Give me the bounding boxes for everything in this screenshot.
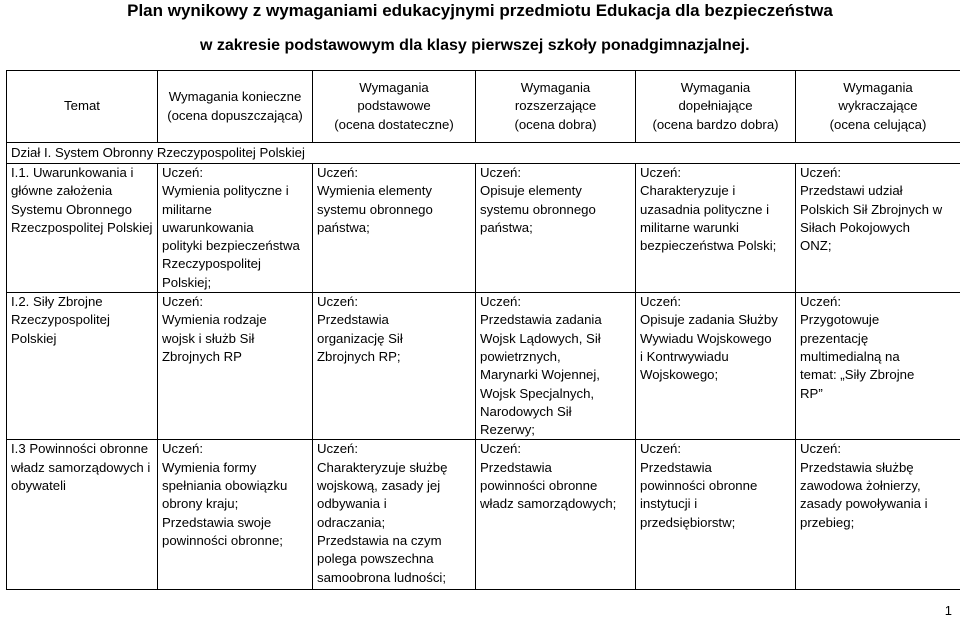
cell-line: Rezerwy;: [480, 422, 535, 438]
cell-dopelniajace: [636, 440, 796, 590]
cell-line: temat: „Siły Zbrojne: [800, 367, 915, 383]
cell-line: I.3 Powinności obronne: [11, 441, 149, 457]
cell-line: spełniania obowiązku: [162, 478, 288, 494]
document-subtitle: w zakresie podstawowym dla klasy pierwszej szkoły ponadgimnazjalnej.: [200, 37, 750, 54]
cell-line: Uczeń:: [640, 441, 682, 457]
header-dopelniajace: Wymagania dopełniające (ocena bardzo dobra): [636, 71, 796, 143]
cell-line: prezentację: [800, 330, 869, 346]
cell-line: Przygotowuje: [800, 312, 880, 328]
cell-line: powietrznych,: [480, 348, 561, 364]
cell-line: Uczeń:: [480, 165, 522, 180]
cell-line: Uczeń:: [800, 294, 842, 310]
cell-line: Uczeń:: [640, 165, 682, 180]
cell-line: Wymienia rodzaje: [162, 312, 267, 328]
header-rozszerzajace: Wymagania rozszerzające (ocena dobra): [476, 71, 636, 143]
cell-line: Polskiej: [11, 330, 57, 346]
cell-line: Przedstawia: [480, 459, 552, 475]
cell-line: państwa;: [480, 219, 533, 235]
table-row: [7, 440, 960, 590]
header-wykraczajace: Wymagania wykraczające (ocena celująca): [796, 71, 960, 143]
cell-konieczne: [158, 164, 313, 293]
cell-line: Uczeń:: [800, 441, 842, 457]
requirements-table: [6, 70, 960, 590]
cell-line: Przedstawia: [640, 459, 712, 475]
cell-line: systemu obronnego: [480, 201, 596, 217]
cell-line: Systemu Obronnego: [11, 201, 132, 217]
cell-line: Rzeczypospolitej: [162, 256, 261, 272]
header-row: [7, 71, 960, 143]
cell-dopelniajace: [636, 293, 796, 440]
cell-line: Przedstawia służbę: [800, 459, 914, 475]
cell-line: państwa;: [317, 219, 370, 235]
cell-podstawowe: [313, 293, 476, 440]
cell-line: Uczeń:: [162, 294, 204, 310]
cell-line: Zbrojnych RP: [162, 348, 242, 364]
cell-dopelniajace: [636, 164, 796, 293]
cell-line: Uczeń:: [800, 165, 842, 180]
cell-line: polityki bezpieczeństwa: [162, 238, 300, 254]
cell-line: uzasadnia polityczne i: [640, 201, 770, 217]
cell-rozszerzajace: [476, 440, 636, 590]
header-konieczne: Wymagania konieczne (ocena dopuszczająca): [158, 71, 313, 143]
cell-line: Wojsk Specjalnych,: [480, 385, 595, 401]
cell-line: Uczeń:: [317, 294, 359, 310]
cell-line: Wojskowego;: [640, 367, 719, 383]
cell-line: Narodowych Sił: [480, 403, 572, 419]
cell-line: Charakteryzuje i: [640, 183, 736, 199]
cell-line: Uczeń:: [640, 294, 682, 310]
cell-line: zawodowa żołnierzy,: [800, 478, 921, 494]
table-row: [7, 293, 960, 440]
cell-line: Przedstawi udział: [800, 183, 903, 199]
header-temat: Temat: [7, 71, 158, 143]
cell-line: Uczeń:: [317, 441, 359, 457]
cell-rozszerzajace: [476, 293, 636, 440]
cell-line: systemu obronnego: [317, 201, 433, 217]
cell-line: Charakteryzuje służbę: [317, 459, 448, 475]
cell-line: Polskich Sił Zbrojnych w: [800, 201, 943, 217]
cell-temat: [7, 293, 158, 440]
cell-line: powinności obronne: [480, 478, 598, 494]
cell-line: Uczeń:: [162, 165, 204, 180]
cell-line: Zbrojnych RP;: [317, 348, 401, 364]
cell-line: główne założenia: [11, 183, 113, 199]
table-row: [7, 164, 960, 293]
document-title: Plan wynikowy z wymaganiami edukacyjnymi przedmiotu Edukacja dla bezpieczeństwa: [127, 1, 833, 20]
cell-line: i Kontrwywiadu: [640, 348, 729, 364]
cell-line: I.1. Uwarunkowania i: [11, 165, 134, 180]
cell-line: I.2. Siły Zbrojne: [11, 294, 103, 310]
cell-line: odbywania i: [317, 496, 387, 512]
cell-temat: [7, 164, 158, 293]
cell-line: RP”: [800, 385, 823, 401]
cell-line: powinności obronne: [640, 478, 758, 494]
cell-line: Opisuje elementy: [480, 183, 582, 199]
header-podstawowe: Wymagania podstawowe (ocena dostateczne): [313, 71, 476, 143]
cell-line: instytucji i: [640, 496, 698, 512]
cell-line: wojsk i służb Sił: [162, 330, 255, 346]
section-title: Dział I. System Obronny Rzeczypospolitej Polskiej: [7, 143, 960, 164]
cell-line: władz samorządowych;: [480, 496, 617, 512]
cell-line: władz samorządowych i: [11, 459, 151, 475]
cell-wykraczajace: [796, 293, 960, 440]
cell-line: obywateli: [11, 478, 66, 494]
cell-line: odraczania;: [317, 514, 386, 530]
cell-line: powinności obronne;: [162, 532, 283, 548]
page-number: 1: [944, 603, 952, 618]
cell-line: Przedstawia zadania: [480, 312, 602, 328]
cell-line: obrony kraju;: [162, 496, 239, 512]
cell-line: bezpieczeństwa Polski;: [640, 238, 777, 254]
cell-wykraczajace: [796, 440, 960, 590]
cell-line: Przedstawia: [317, 312, 389, 328]
cell-line: zasady powoływania i: [800, 496, 928, 512]
cell-line: militarne: [162, 201, 212, 217]
cell-line: Uczeń:: [480, 441, 522, 457]
section-row: [7, 143, 960, 164]
cell-line: uwarunkowania: [162, 219, 254, 235]
cell-line: Wymienia polityczne i: [162, 183, 289, 199]
cell-line: samoobrona ludności;: [317, 569, 447, 585]
cell-line: militarne warunki: [640, 219, 739, 235]
cell-line: Wywiadu Wojskowego: [640, 330, 772, 346]
cell-konieczne: [158, 440, 313, 590]
cell-line: Uczeń:: [162, 441, 204, 457]
cell-wykraczajace: [796, 164, 960, 293]
cell-line: Przedstawia swoje: [162, 514, 272, 530]
cell-line: Uczeń:: [480, 294, 522, 310]
cell-podstawowe: [313, 164, 476, 293]
cell-line: Marynarki Wojennej,: [480, 367, 600, 383]
cell-line: Wymienia formy: [162, 459, 257, 475]
cell-line: Wymienia elementy: [317, 183, 432, 199]
cell-line: wojskową, zasady jej: [317, 478, 441, 494]
cell-line: organizację Sił: [317, 330, 403, 346]
cell-line: Przedstawia na czym: [317, 532, 442, 548]
cell-line: Uczeń:: [317, 165, 359, 180]
cell-podstawowe: [313, 440, 476, 590]
cell-line: Wojsk Lądowych, Sił: [480, 330, 601, 346]
cell-line: Siłach Pokojowych: [800, 219, 910, 235]
cell-line: polega powszechna: [317, 551, 434, 567]
cell-rozszerzajace: [476, 164, 636, 293]
cell-line: ONZ;: [800, 238, 832, 254]
cell-line: Opisuje zadania Służby: [640, 312, 778, 328]
cell-line: przedsiębiorstw;: [640, 514, 736, 530]
cell-line: Rzeczpospolitej Polskiej: [11, 219, 153, 235]
cell-line: przebieg;: [800, 514, 855, 530]
cell-konieczne: [158, 293, 313, 440]
cell-line: multimedialną na: [800, 348, 900, 364]
cell-temat: [7, 440, 158, 590]
cell-line: Polskiej;: [162, 274, 212, 290]
cell-line: Rzeczypospolitej: [11, 312, 110, 328]
